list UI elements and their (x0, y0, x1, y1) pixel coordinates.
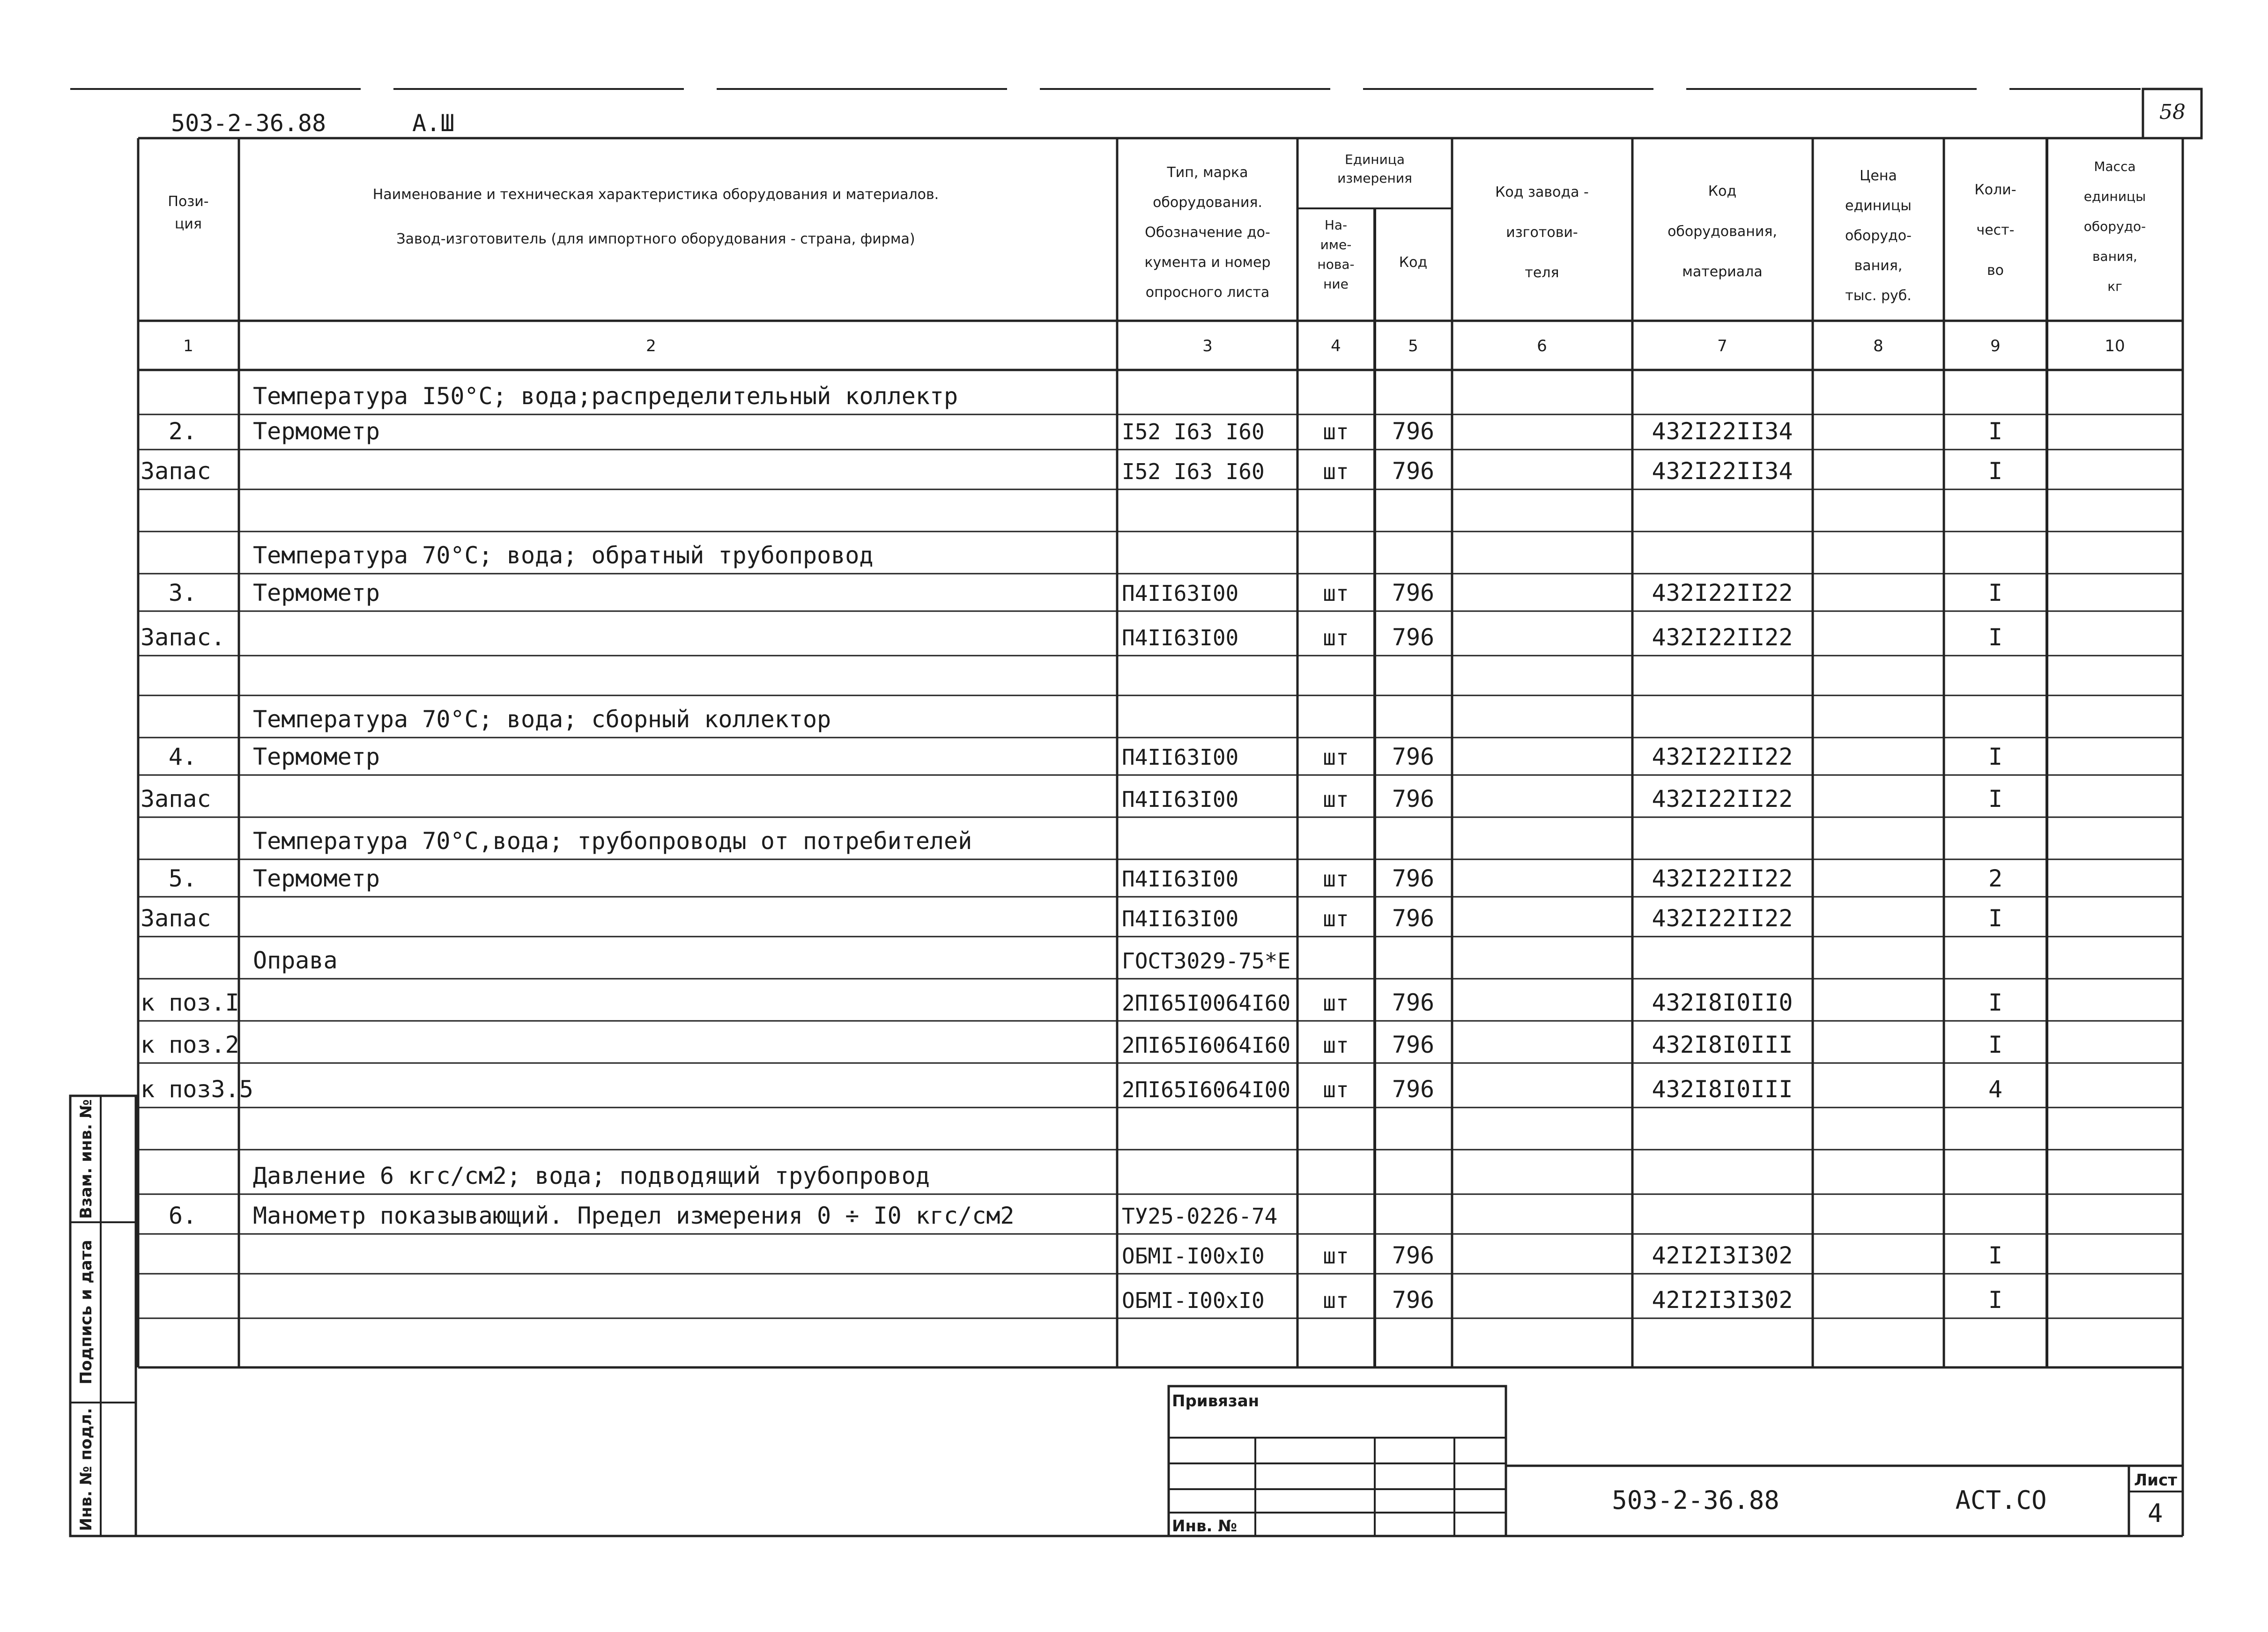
cell-unit: шт (1323, 745, 1349, 770)
column-number: 4 (1331, 337, 1341, 355)
cell-equip-code: 432I22II22 (1652, 785, 1793, 812)
table-row (141, 989, 2002, 1016)
title-doc-code: 503-2-36.88 (1612, 1485, 1779, 1515)
table-row (253, 383, 958, 410)
page-number: 58 (2159, 100, 2186, 124)
cell-unit: шт (1323, 1033, 1349, 1058)
table-row (253, 827, 972, 855)
cell-pos: Запас (141, 458, 211, 485)
cell-pos: Запас (141, 905, 211, 932)
cell-name: Температура 70°C,вода; трубопроводы от потребителей (253, 827, 972, 855)
cell-pos: к поз.I (141, 989, 239, 1016)
cell-unit-code: 796 (1392, 743, 1435, 770)
cell-name: Термометр (253, 579, 380, 606)
cell-unit: шт (1323, 787, 1349, 812)
table-row (169, 1202, 1277, 1229)
cell-qty: I (1988, 1242, 2003, 1269)
cell-unit: шт (1323, 1077, 1349, 1102)
cell-unit: шт (1323, 625, 1349, 650)
cell-type: ОБМI-I00xI0 (1122, 1288, 1265, 1313)
cell-equip-code: 432I8I0II0 (1652, 989, 1793, 1016)
cell-equip-code: 42I2I3I302 (1652, 1242, 1793, 1269)
cell-unit: шт (1323, 581, 1349, 606)
cell-qty: I (1988, 743, 2003, 770)
cell-name: Оправа (253, 947, 338, 974)
cell-qty: I (1988, 989, 2003, 1016)
col-header-name: Наименование и техническая характеристика оборудования и материалов. Завод-изготовитель (для импортного оборудования - страна, фирма) (372, 186, 939, 247)
table-row (1122, 1242, 2002, 1269)
cell-qty: I (1988, 905, 2003, 932)
cell-qty: 2 (1988, 865, 2003, 892)
cell-pos: 4. (168, 743, 197, 770)
cell-unit-code: 796 (1392, 989, 1435, 1016)
cell-pos: к поз.2 (141, 1031, 239, 1058)
cell-equip-code: 432I8I0III (1652, 1076, 1793, 1103)
column-number: 3 (1202, 337, 1213, 355)
cell-unit-code: 796 (1392, 1286, 1435, 1314)
table-row (169, 418, 2002, 445)
column-number: 2 (646, 337, 656, 355)
cell-unit-code: 796 (1392, 624, 1435, 651)
cell-equip-code: 432I22II34 (1652, 458, 1793, 485)
cell-name: Температура 70°C; вода; сборный коллектор (253, 706, 831, 733)
cell-pos: 5. (168, 865, 197, 892)
cell-unit-code: 796 (1392, 458, 1435, 485)
sheet-number: 4 (2148, 1499, 2163, 1528)
table-row (141, 785, 2002, 812)
cell-equip-code: 432I8I0III (1652, 1031, 1793, 1058)
column-number: 7 (1717, 337, 1727, 355)
stamp-inv-podl: Инв. № подл. (77, 1408, 96, 1531)
col-header-equipment-code: Код оборудования, материала (1668, 183, 1777, 280)
cell-equip-code: 432I22II22 (1652, 865, 1793, 892)
table-row (141, 624, 2002, 651)
cell-qty: I (1988, 579, 2003, 606)
cell-qty: I (1988, 418, 2003, 445)
cell-equip-code: 42I2I3I302 (1652, 1286, 1793, 1314)
table-row (253, 706, 831, 733)
doc-header-code: 503-2-36.88 (171, 110, 326, 137)
cell-unit: шт (1323, 459, 1349, 484)
cell-type: I52 I63 I60 (1122, 459, 1265, 484)
cell-equip-code: 432I22II22 (1652, 743, 1793, 770)
cell-name: Температура 70°C; вода; обратный трубопровод (253, 542, 874, 569)
cell-pos: 3. (168, 579, 197, 606)
sheet-label: Лист (2134, 1471, 2177, 1490)
col-header-quantity: Коли-чест-во (1974, 182, 2016, 279)
table-body (141, 383, 2002, 1314)
cell-name: Давление 6 кгс/см2; вода; подводящий трубопровод (253, 1162, 930, 1189)
cell-unit: шт (1323, 906, 1349, 931)
cell-equip-code: 432I22II22 (1652, 905, 1793, 932)
cell-unit-code: 796 (1392, 1076, 1435, 1103)
cell-name: Термометр (253, 743, 380, 770)
privyazan-label: Привязан (1172, 1392, 1260, 1410)
cell-equip-code: 432I22II22 (1652, 624, 1793, 651)
cell-type: 2ПI65I6064I60 (1122, 1033, 1291, 1058)
cell-unit: шт (1323, 990, 1349, 1016)
stamp-vzam-inv: Взам. инв. № (77, 1099, 96, 1219)
cell-type: 2ПI65I0064I60 (1122, 990, 1291, 1016)
cell-unit-code: 796 (1392, 905, 1435, 932)
cell-type: П4II63I00 (1122, 866, 1239, 892)
column-number: 8 (1873, 337, 1883, 355)
col-header-plant-code: Код завода -изготови-теля (1495, 184, 1589, 281)
cell-name: Термометр (253, 865, 380, 892)
cell-qty: I (1988, 785, 2003, 812)
inv-no-label: Инв. № (1172, 1517, 1238, 1536)
title-mark: АСТ.СО (1955, 1485, 2047, 1515)
cell-type: П4II63I00 (1122, 581, 1239, 606)
col-header-unit-code: Код (1399, 254, 1428, 271)
cell-pos: Запас (141, 785, 211, 812)
cell-type: ТУ25-0226-74 (1122, 1204, 1278, 1229)
col-header-type: Тип, марка оборудования. Обозначение до-кумента и номер опросного листа (1144, 164, 1271, 301)
cell-unit-code: 796 (1392, 1242, 1435, 1269)
col-header-price: Цена единицы оборудо-вания, тыс. руб. (1845, 168, 1912, 304)
cell-pos: 6. (168, 1202, 197, 1229)
cell-pos: 2. (168, 418, 197, 445)
cell-qty: I (1988, 1031, 2003, 1058)
cell-unit-code: 796 (1392, 418, 1435, 445)
cell-unit: шт (1323, 1288, 1349, 1313)
cell-unit: шт (1323, 419, 1349, 444)
table-row (253, 1162, 930, 1189)
cell-type: П4II63I00 (1122, 745, 1239, 770)
cell-type: 2ПI65I6064I00 (1122, 1077, 1291, 1102)
cell-unit-code: 796 (1392, 1031, 1435, 1058)
table-row (141, 905, 2002, 932)
column-numbers (183, 337, 2125, 355)
stamp-podpis-data: Подпись и дата (77, 1240, 96, 1385)
col-header-unit-group: Единица измерения (1337, 152, 1412, 186)
cell-pos: Запас. (141, 624, 225, 651)
column-number: 1 (183, 337, 193, 355)
table-row (141, 458, 2002, 485)
cell-unit-code: 796 (1392, 579, 1435, 606)
table-row (1122, 1286, 2002, 1314)
title-block (70, 1367, 2183, 1536)
cell-type: ГОСТ3029-75*Е (1122, 948, 1291, 974)
cell-unit: шт (1323, 1243, 1349, 1269)
column-number: 10 (2105, 337, 2125, 355)
cell-type: П4II63I00 (1122, 787, 1239, 812)
column-number: 6 (1537, 337, 1547, 355)
table-row (169, 743, 2002, 770)
cell-qty: I (1988, 1286, 2003, 1314)
table-row (253, 947, 1290, 974)
cell-qty: I (1988, 458, 2003, 485)
cell-type: ОБМI-I00xI0 (1122, 1243, 1265, 1269)
table-row (141, 1076, 2002, 1103)
cell-unit-code: 796 (1392, 865, 1435, 892)
cell-unit-code: 796 (1392, 785, 1435, 812)
cell-name: Манометр показывающий. Предел измерения 0 ÷ I0 кгс/см2 (253, 1202, 1015, 1229)
table-row (253, 542, 874, 569)
cell-equip-code: 432I22II34 (1652, 418, 1793, 445)
cell-name: Термометр (253, 418, 380, 445)
cell-type: П4II63I00 (1122, 906, 1239, 931)
cell-type: I52 I63 I60 (1122, 419, 1265, 444)
cell-qty: I (1988, 624, 2003, 651)
col-header-unit-name: На-име-нова-ние (1317, 217, 1355, 292)
cell-equip-code: 432I22II22 (1652, 579, 1793, 606)
side-stamp (70, 1096, 136, 1536)
column-number: 5 (1408, 337, 1418, 355)
table-header (168, 152, 2146, 304)
table-row (169, 865, 2002, 892)
doc-header-album: А.Ш (412, 110, 455, 137)
cell-unit: шт (1323, 866, 1349, 892)
cell-qty: 4 (1988, 1076, 2003, 1103)
cell-name: Температура I50°C; вода;распределительный коллектр (253, 383, 958, 410)
col-header-position: Пози-ция (168, 193, 209, 232)
cell-pos: к поз3.5 (141, 1076, 253, 1103)
table-row (141, 1031, 2002, 1058)
table-row (169, 579, 2002, 606)
column-number: 9 (1990, 337, 2001, 355)
cell-type: П4II63I00 (1122, 625, 1239, 650)
col-header-mass: Масса единицы оборудо-вания, кг (2083, 159, 2146, 294)
